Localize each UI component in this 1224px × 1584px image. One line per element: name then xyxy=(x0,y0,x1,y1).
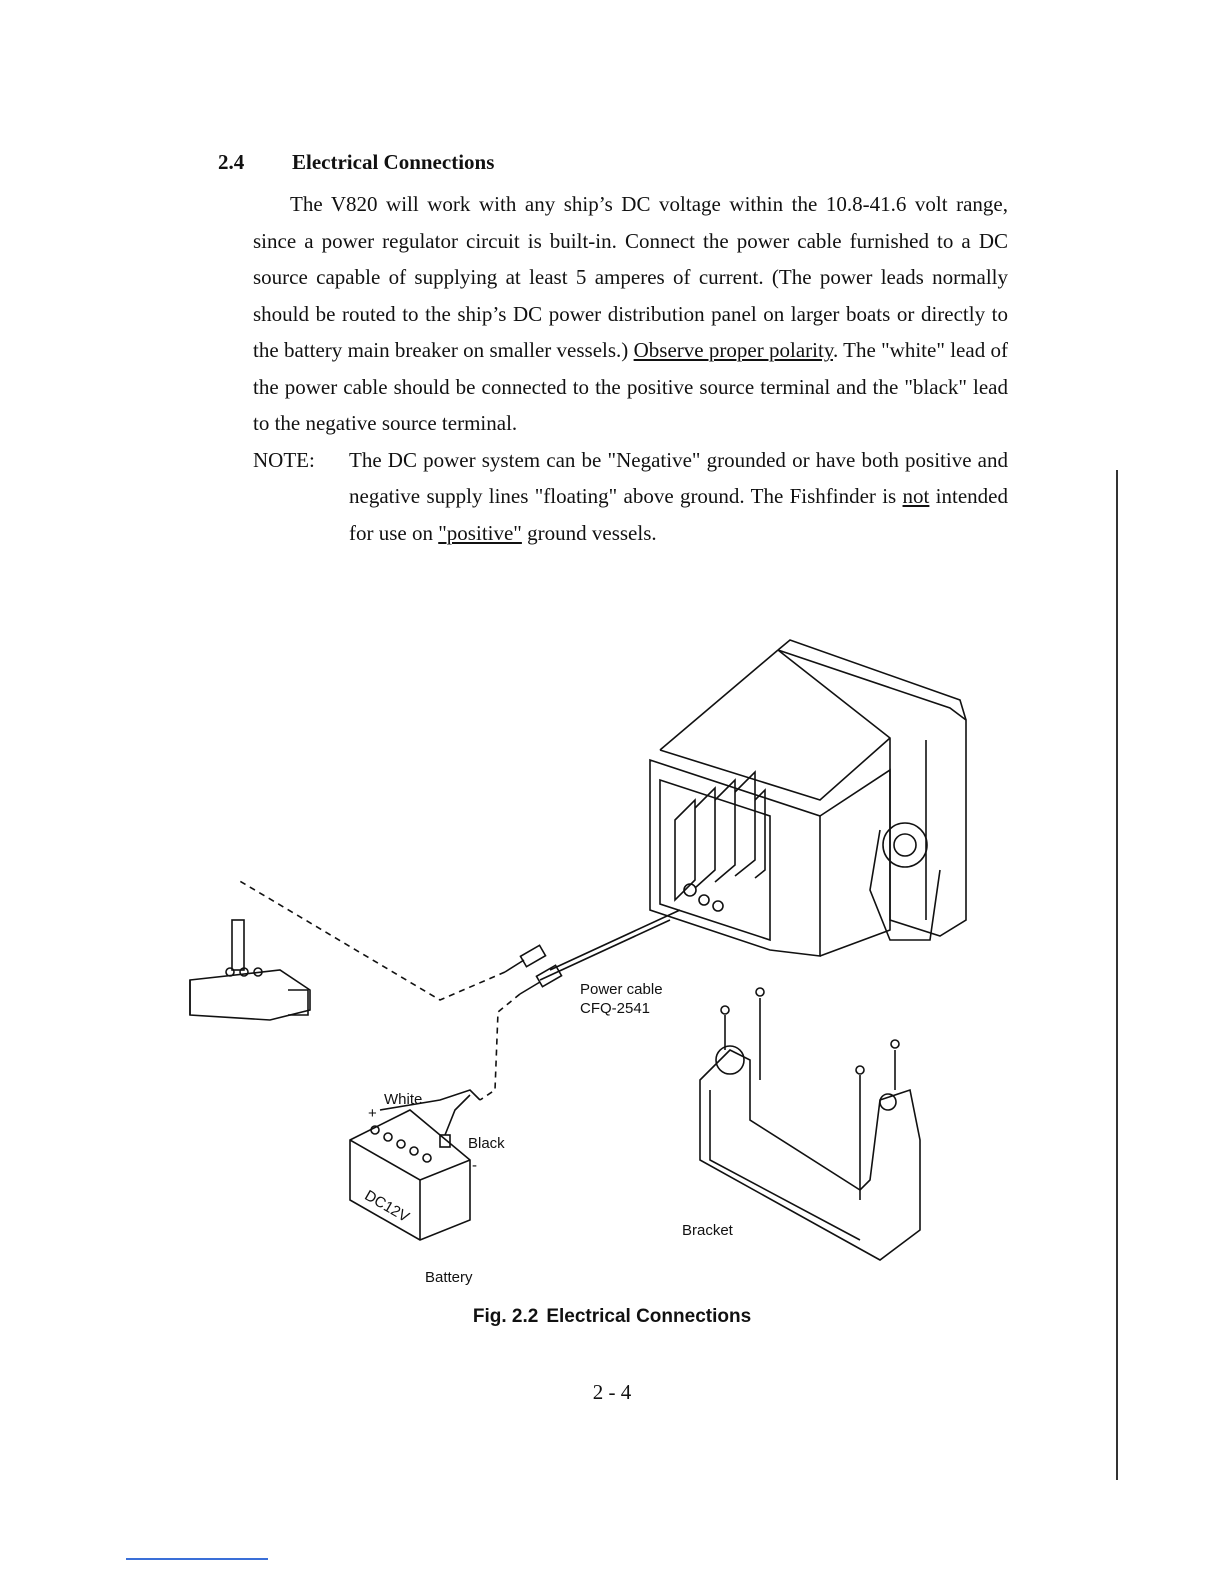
black-lead-label: Black xyxy=(468,1135,505,1152)
paragraph-part1: The V820 will work with any ship’s DC voltage within the 10.8-41.6 volt range, since a power regulator circuit is built-in. Connect the power cable furnished to a DC source capable of supplying at least 5 amperes of current. (The power leads normally should be routed to the ship’s DC power distribution panel on larger boats or directly to the battery main breaker on smaller vessels.) xyxy=(253,192,1008,362)
note-block xyxy=(253,442,1008,552)
paragraph-part2: . The "white" lead of the power cable should be connected to the positive source terminal and the "black" lead to the negative source terminal. xyxy=(253,338,1008,435)
connection-diagram xyxy=(170,620,990,1300)
intro-paragraph xyxy=(253,186,1008,442)
note-label: NOTE: xyxy=(253,447,315,472)
figure-caption xyxy=(0,1306,1224,1328)
note-positive: "positive" xyxy=(438,520,522,545)
power-cable-label: Power cable xyxy=(580,981,663,998)
cable-model-label: CFQ-2541 xyxy=(580,1000,651,1017)
transducer-drawing xyxy=(190,920,310,1020)
battery-label: Battery xyxy=(425,1269,473,1286)
bracket-label: Bracket xyxy=(682,1222,733,1239)
note-part1: The DC power system can be "Negative" grounded or have both positive and negative supply lines "floating" above ground. The Fishfinder is xyxy=(349,447,1008,508)
figure-title: Electrical Connections xyxy=(546,1306,752,1327)
display-unit-drawing xyxy=(650,640,966,956)
plus-label: + xyxy=(368,1105,377,1122)
scan-bottom-mark xyxy=(126,1558,268,1560)
minus-label: - xyxy=(472,1157,477,1174)
page-number: 2 - 4 xyxy=(592,1380,632,1404)
scan-edge-line xyxy=(1116,470,1118,1480)
white-lead-label: White xyxy=(384,1091,423,1108)
note-text xyxy=(349,442,1008,552)
section-number: 2.4 xyxy=(218,150,245,174)
polarity-warning: Observe proper polarity xyxy=(633,338,833,362)
section-title: Electrical Connections xyxy=(292,150,495,174)
bracket-drawing xyxy=(700,988,920,1260)
note-not: not xyxy=(902,484,930,508)
note-part2: intended for use on xyxy=(349,484,1008,545)
battery-voltage-label: DC12V xyxy=(361,1187,413,1226)
electrical-connections-figure xyxy=(170,620,990,1300)
figure-number: Fig. 2.2 xyxy=(472,1306,539,1327)
section-heading xyxy=(218,150,494,175)
note-part3: ground vessels. xyxy=(521,520,657,545)
body-text xyxy=(253,186,1008,551)
